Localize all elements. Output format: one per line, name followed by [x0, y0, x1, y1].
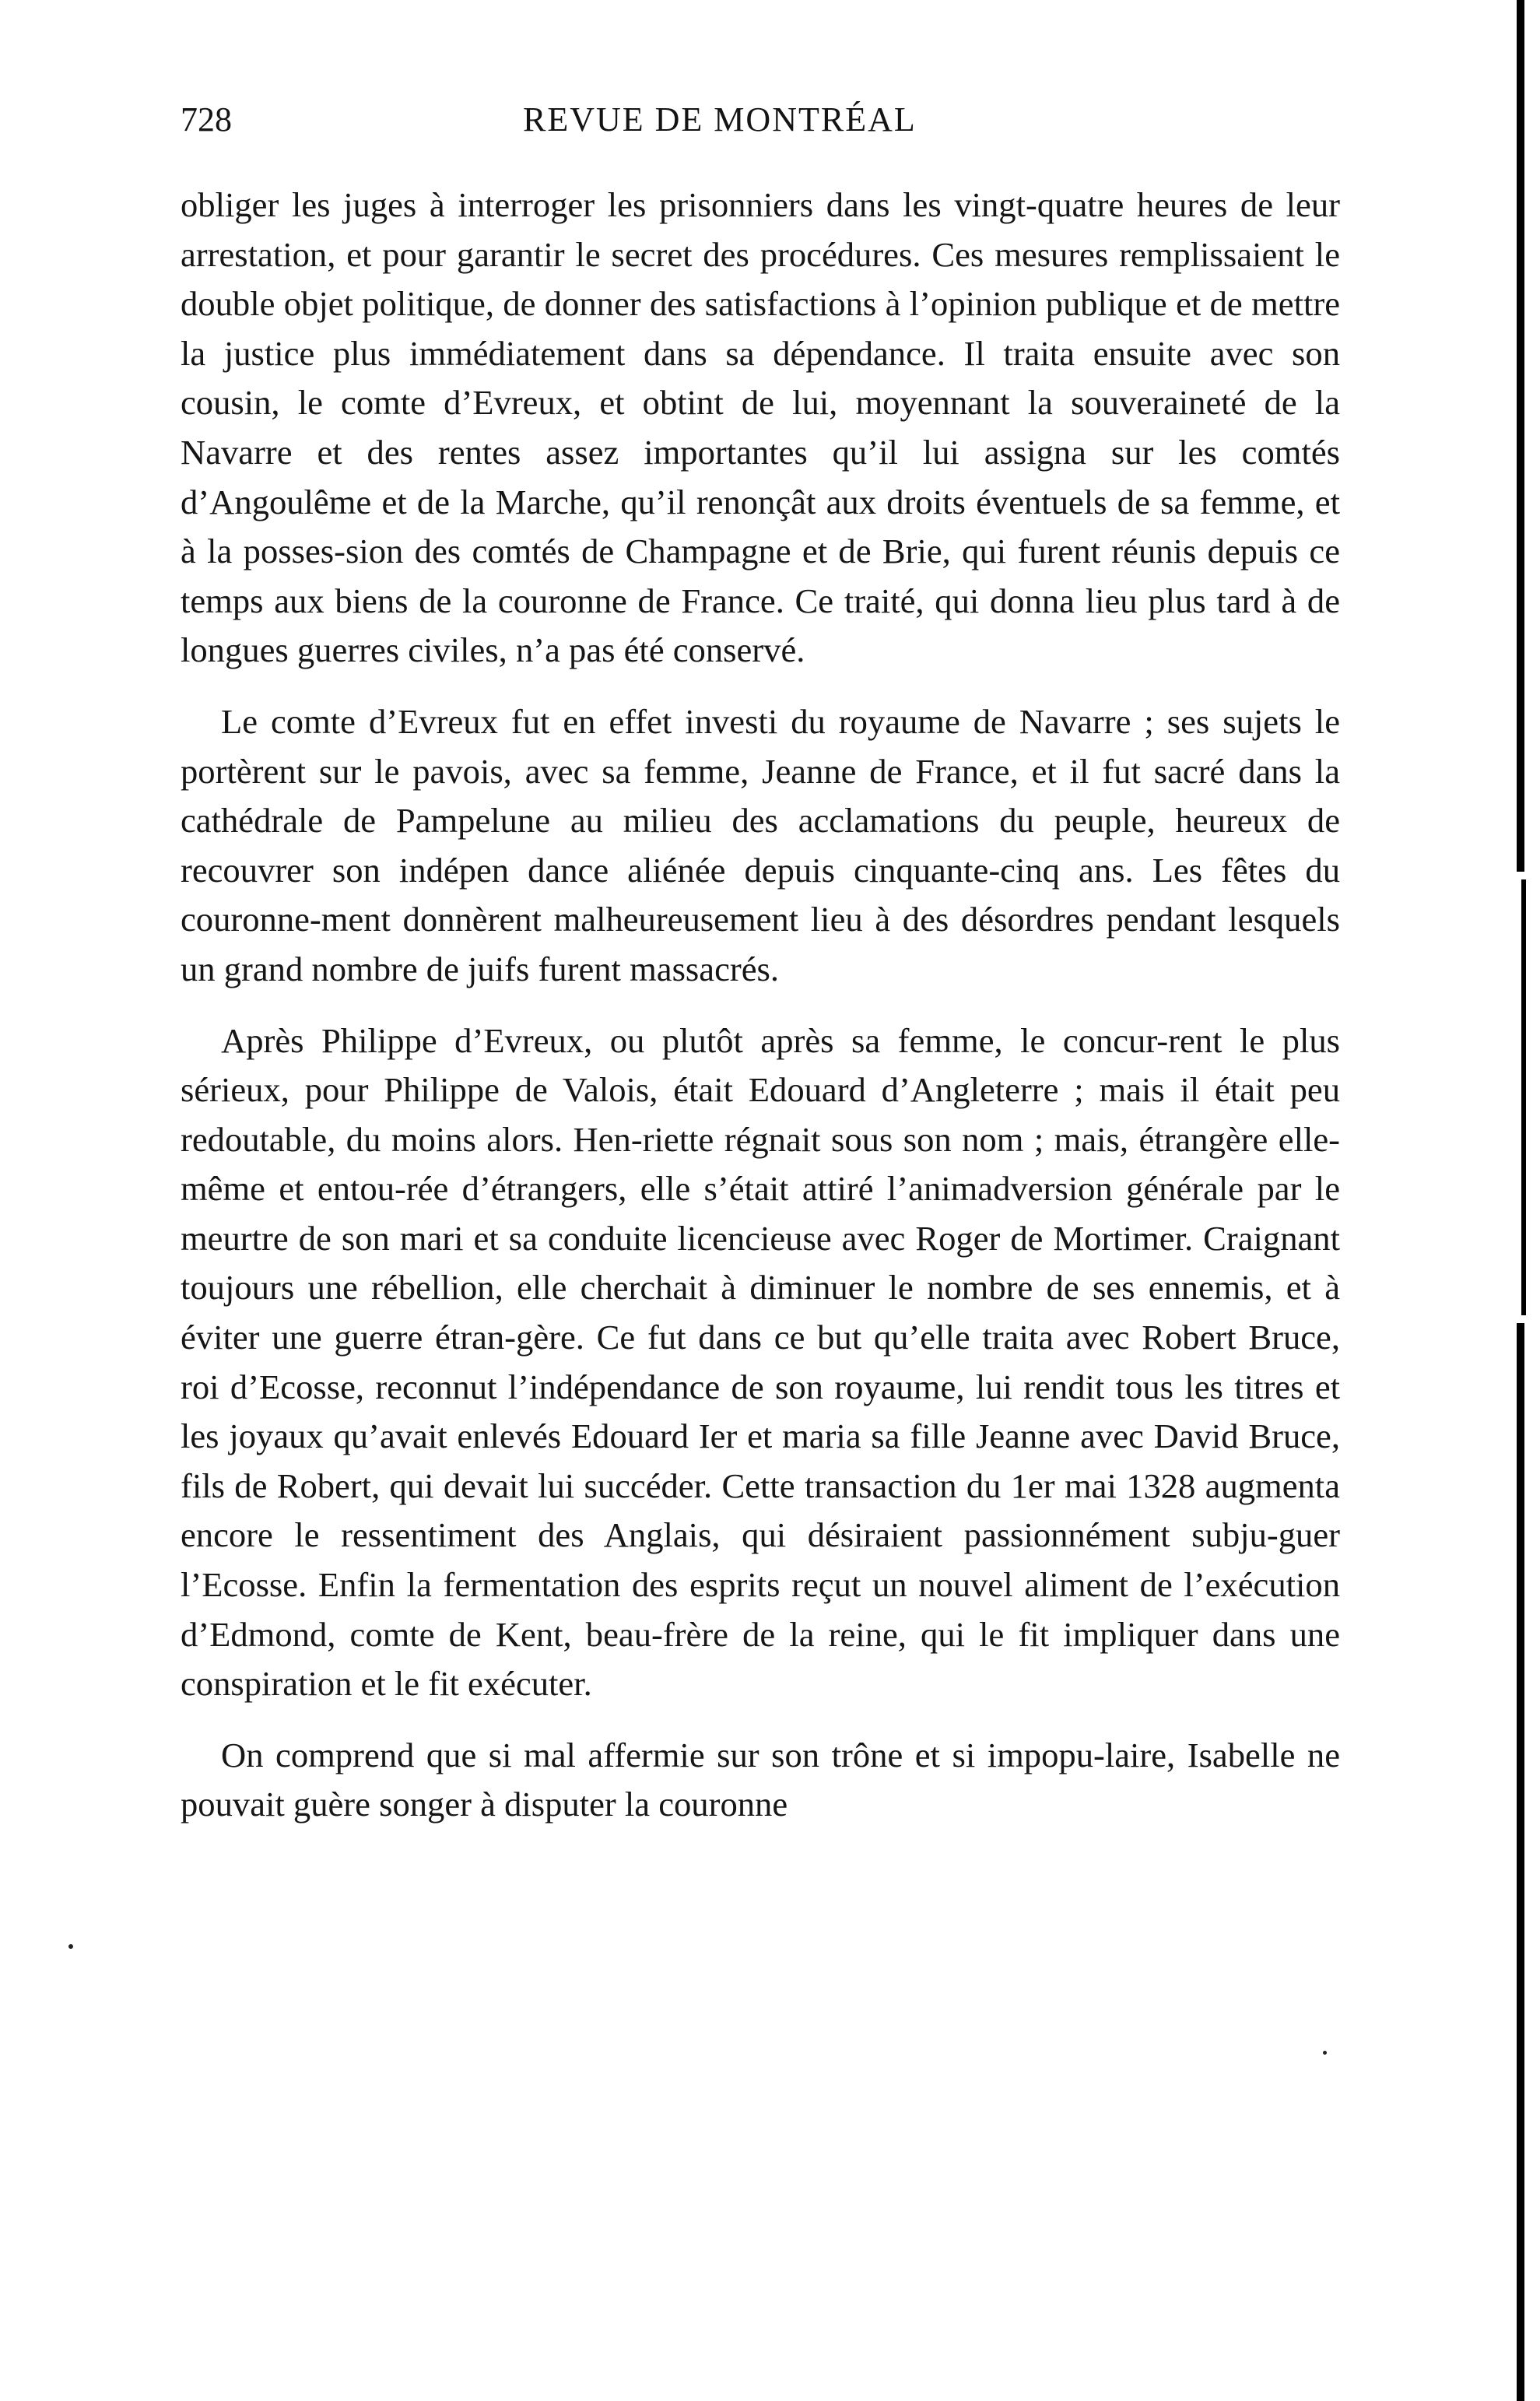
paragraph-4: On comprend que si mal affermie sur son trône et si impopu-laire, Isabelle ne pouvait guère songer à disputer la couronne — [181, 1735, 1340, 1824]
scan-edge-shadow — [1509, 0, 1540, 2401]
scan-speck-right — [1323, 2051, 1327, 2055]
scan-speck-left — [68, 1944, 73, 1949]
running-title: REVUE DE MONTRÉAL — [523, 100, 917, 139]
scan-edge-bar-middle — [1521, 879, 1526, 1315]
paragraph-1: obliger les juges à interroger les prisonniers dans les vingt-quatre heures de leur arrestation, et pour garantir le secret des procédures. Ces mesures remplissaient le double objet politique, de donner des satisfactions à l’opinion publique et de mettre la justice plus immédiatement dans sa dépendance. Il traita ensuite avec son cousin, le comte d’Evreux, et obtint de lui, moyennant la souveraineté de la Navarre et des rentes assez importantes qu’il lui assigna sur les comtés d’Angoulême et de la Marche, qu’il renonçât aux droits éventuels de sa femme, et à la posses-sion des comtés de Champagne et de Brie, qui furent réunis depuis ce temps aux biens de la couronne de France. Ce traité, qui donna lieu plus tard à de longues guerres civiles, n’a pas été conservé. — [181, 185, 1340, 670]
scan-edge-bar-bottom — [1517, 1323, 1524, 2401]
scan-edge-bar-top — [1517, 0, 1524, 872]
page-number: 728 — [181, 100, 232, 139]
paragraph-2: Le comte d’Evreux fut en effet investi du royaume de Navarre ; ses sujets le portèrent sur le pavois, avec sa femme, Jeanne de France, et il fut sacré dans la cathédrale de Pampelune au milieu des acclamations du peuple, heureux de recouvrer son indépen dance aliénée depuis cinquante-cinq ans. Les fêtes du couronne-ment donnèrent malheureusement lieu à des désordres pendant lesquels un grand nombre de juifs furent massacrés. — [181, 701, 1340, 988]
paragraph-3: Après Philippe d’Evreux, ou plutôt après sa femme, le concur-rent le plus sérieux, pour Philippe de Valois, était Edouard d’Angleterre ; mais il était peu redoutable, du moins alors. Hen-riette régnait sous son nom ; mais, étrangère elle-même et entou-rée d’étrangers, elle s’était attiré l’animadversion générale par le meurtre de son mari et sa conduite licencieuse avec Roger de Mortimer. Craignant toujours une rébellion, elle cherchait à diminuer le nombre de ses ennemis, et à éviter une guerre étran-gère. Ce fut dans ce but qu’elle traita avec Robert Bruce, roi d’Ecosse, reconnut l’indépendance de son royaume, lui rendit tous les titres et les joyaux qu’avait enlevés Edouard Ier et maria sa fille Jeanne avec David Bruce, fils de Robert, qui devait lui succéder. Cette transaction du 1er mai 1328 augmenta encore le ressentiment des Anglais, qui désiraient passionnément subju-guer l’Ecosse. Enfin la fermentation des esprits reçut un nouvel aliment de l’exécution d’Edmond, comte de Kent, beau-frère de la reine, qui le fit impliquer dans une conspiration et le fit exécuter. — [181, 1020, 1340, 1704]
body-text — [181, 181, 1340, 1852]
page-header — [181, 92, 1340, 146]
